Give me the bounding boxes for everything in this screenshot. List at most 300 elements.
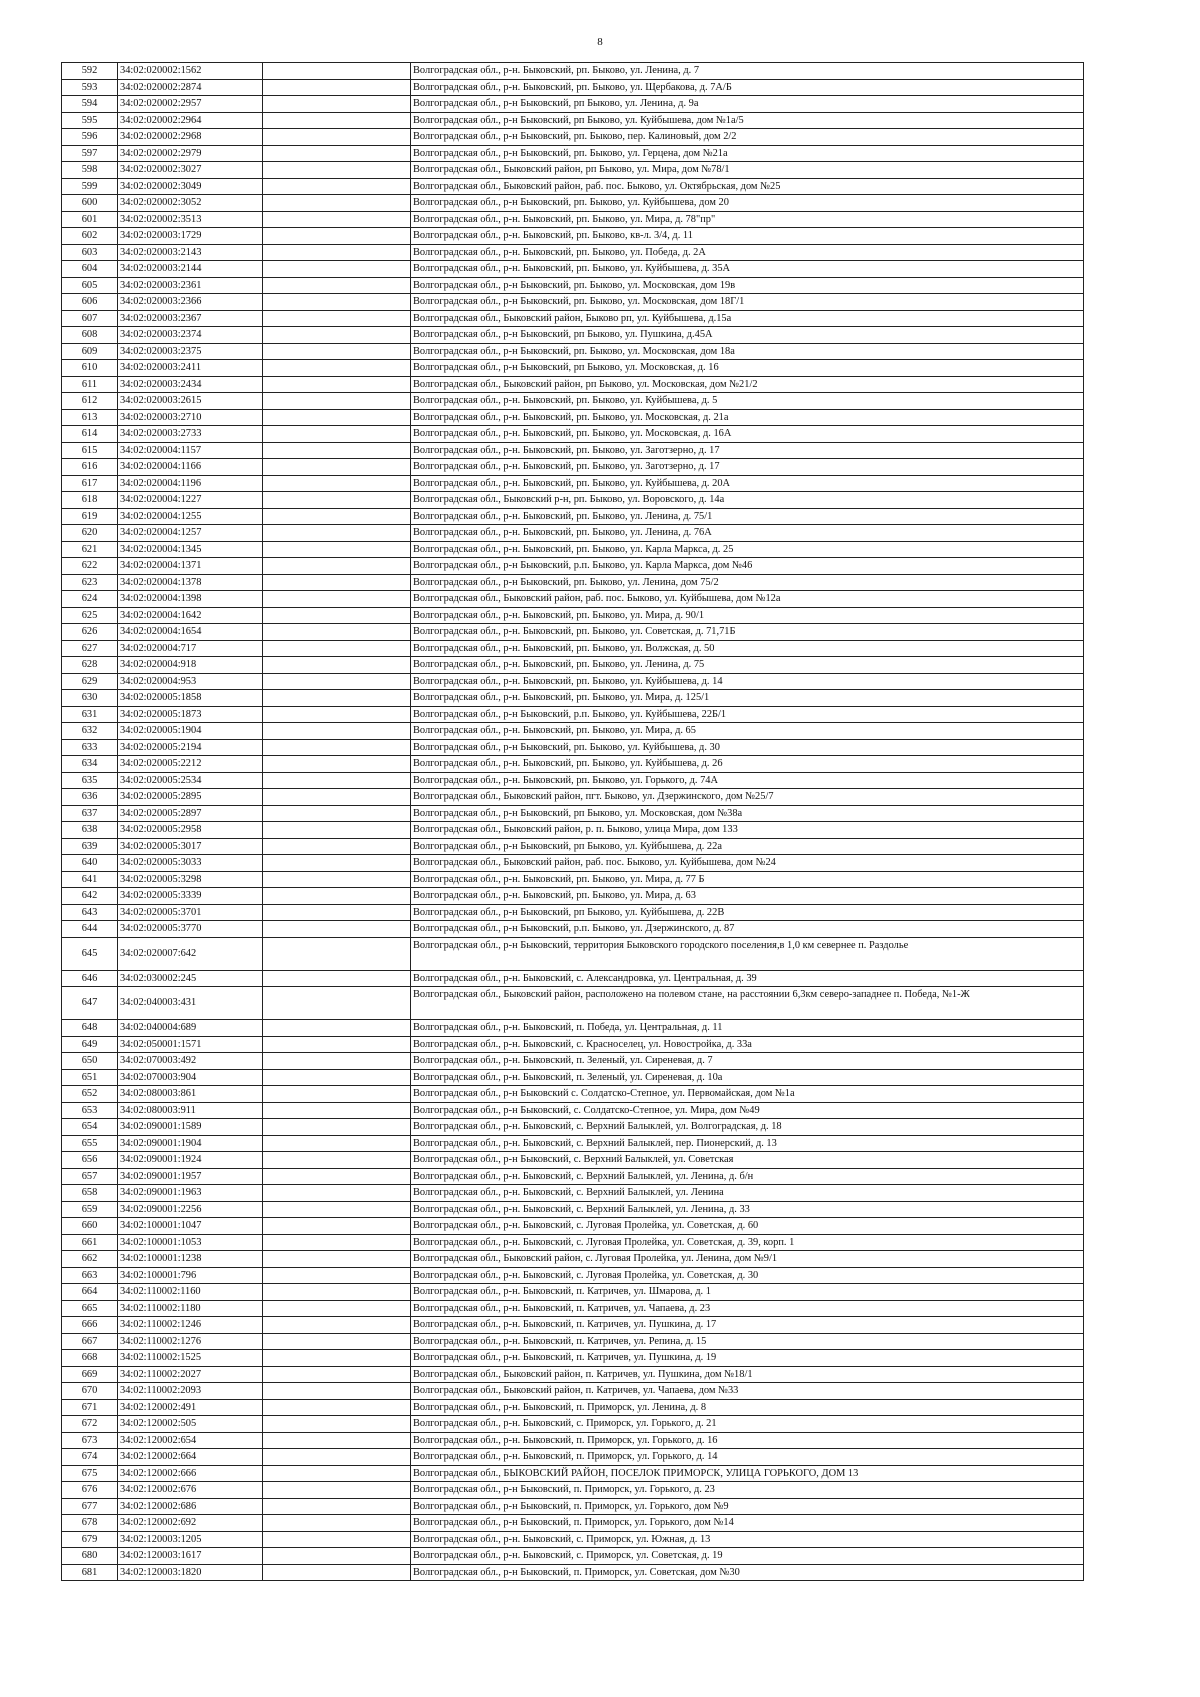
address-cell: Волгоградская обл., р-н. Быковский, рп. Быково, ул. Советская, д. 71,71Б [411, 624, 1084, 641]
cadastral-number-cell: 34:02:070003:492 [118, 1053, 263, 1070]
address-cell: Волгоградская обл., р-н. Быковский, рп. Быково, ул. Карла Маркса, д. 25 [411, 541, 1084, 558]
row-number-cell: 631 [62, 706, 118, 723]
table-row [62, 409, 1084, 426]
table-row [62, 1036, 1084, 1053]
empty-cell [263, 1135, 411, 1152]
table-row [62, 1267, 1084, 1284]
empty-cell [263, 1317, 411, 1334]
address-cell: Волгоградская обл., р-н Быковский, п. Приморск, ул. Горького, дом №14 [411, 1515, 1084, 1532]
row-number-cell: 621 [62, 541, 118, 558]
empty-cell [263, 1564, 411, 1581]
address-cell: Волгоградская обл., р-н. Быковский, рп. Быково, ул. Ленина, д. 75/1 [411, 508, 1084, 525]
address-cell: Волгоградская обл., р-н Быковский, рп Быково, ул. Пушкина, д.45А [411, 327, 1084, 344]
table-row [62, 1564, 1084, 1581]
cadastral-number-cell: 34:02:070003:904 [118, 1069, 263, 1086]
table-row [62, 987, 1084, 1020]
address-cell: Волгоградская обл., р-н Быковский, п. Приморск, ул. Горького, д. 23 [411, 1482, 1084, 1499]
address-cell: Волгоградская обл., р-н. Быковский, с. Луговая Пролейка, ул. Советская, д. 30 [411, 1267, 1084, 1284]
row-number-cell: 612 [62, 393, 118, 410]
cadastral-number-cell: 34:02:020005:3033 [118, 855, 263, 872]
table-row [62, 1548, 1084, 1565]
address-cell: Волгоградская обл., Быковский район, рп Быково, ул. Мира, дом №78/1 [411, 162, 1084, 179]
row-number-cell: 661 [62, 1234, 118, 1251]
address-cell: Волгоградская обл., р-н Быковский, рп. Быково, ул. Московская, дом 18а [411, 343, 1084, 360]
table-row [62, 673, 1084, 690]
cadastral-number-cell: 34:02:020003:2434 [118, 376, 263, 393]
table-row [62, 244, 1084, 261]
table-row [62, 723, 1084, 740]
row-number-cell: 603 [62, 244, 118, 261]
row-number-cell: 679 [62, 1531, 118, 1548]
cadastral-number-cell: 34:02:020003:2143 [118, 244, 263, 261]
cadastral-number-cell: 34:02:020003:2733 [118, 426, 263, 443]
row-number-cell: 600 [62, 195, 118, 212]
empty-cell [263, 855, 411, 872]
empty-cell [263, 63, 411, 80]
row-number-cell: 637 [62, 805, 118, 822]
empty-cell [263, 459, 411, 476]
cadastral-number-cell: 34:02:020003:2710 [118, 409, 263, 426]
empty-cell [263, 1300, 411, 1317]
cadastral-number-cell: 34:02:020004:1371 [118, 558, 263, 575]
empty-cell [263, 1102, 411, 1119]
cadastral-number-cell: 34:02:120002:491 [118, 1399, 263, 1416]
cadastral-number-cell: 34:02:020004:1654 [118, 624, 263, 641]
empty-cell [263, 1548, 411, 1565]
address-cell: Волгоградская обл., р-н Быковский, рп Быково, ул. Куйбышева, д. 22а [411, 838, 1084, 855]
row-number-cell: 604 [62, 261, 118, 278]
table-row [62, 1086, 1084, 1103]
row-number-cell: 660 [62, 1218, 118, 1235]
cadastral-number-cell: 34:02:120002:666 [118, 1465, 263, 1482]
table-row [62, 129, 1084, 146]
address-cell: Волгоградская обл., р-н Быковский, рп. Быково, ул. Московская, дом 19в [411, 277, 1084, 294]
table-row [62, 574, 1084, 591]
row-number-cell: 670 [62, 1383, 118, 1400]
cadastral-number-cell: 34:02:020003:2374 [118, 327, 263, 344]
address-cell: Волгоградская обл., р-н Быковский, с. Верхний Балыклей, ул. Советская [411, 1152, 1084, 1169]
address-cell: Волгоградская обл., р-н. Быковский, с. Верхний Балыклей, пер. Пионерский, д. 13 [411, 1135, 1084, 1152]
row-number-cell: 610 [62, 360, 118, 377]
cadastral-number-cell: 34:02:020005:3770 [118, 921, 263, 938]
row-number-cell: 611 [62, 376, 118, 393]
empty-cell [263, 607, 411, 624]
table-row [62, 1515, 1084, 1532]
empty-cell [263, 1432, 411, 1449]
row-number-cell: 617 [62, 475, 118, 492]
address-cell: Волгоградская обл., р-н. Быковский, рп. Быково, ул. Заготзерно, д. 17 [411, 459, 1084, 476]
empty-cell [263, 673, 411, 690]
empty-cell [263, 294, 411, 311]
cadastral-number-cell: 34:02:120002:505 [118, 1416, 263, 1433]
table-row [62, 211, 1084, 228]
row-number-cell: 634 [62, 756, 118, 773]
empty-cell [263, 1152, 411, 1169]
address-cell: Волгоградская обл., р-н. Быковский, рп. Быково, ул. Заготзерно, д. 17 [411, 442, 1084, 459]
cadastral-number-cell: 34:02:020002:3513 [118, 211, 263, 228]
row-number-cell: 649 [62, 1036, 118, 1053]
address-cell: Волгоградская обл., р-н. Быковский, п. Катричев, ул. Репина, д. 15 [411, 1333, 1084, 1350]
row-number-cell: 609 [62, 343, 118, 360]
cadastral-number-cell: 34:02:020007:642 [118, 937, 263, 970]
empty-cell [263, 277, 411, 294]
address-cell: Волгоградская обл., р-н. Быковский, рп. Быково, ул. Ленина, д. 75 [411, 657, 1084, 674]
address-cell: Волгоградская обл., р-н. Быковский, рп. Быково, ул. Мира, д. 77 Б [411, 871, 1084, 888]
empty-cell [263, 805, 411, 822]
address-cell: Волгоградская обл., р-н. Быковский, рп. Быково, ул. Московская, д. 21а [411, 409, 1084, 426]
address-cell: Волгоградская обл., р-н. Быковский, п. Зеленый, ул. Сиреневая, д. 7 [411, 1053, 1084, 1070]
address-cell: Волгоградская обл., р-н. Быковский, рп. Быково, ул. Куйбышева, д. 5 [411, 393, 1084, 410]
row-number-cell: 624 [62, 591, 118, 608]
table-row [62, 1234, 1084, 1251]
table-row [62, 426, 1084, 443]
empty-cell [263, 1053, 411, 1070]
empty-cell [263, 1383, 411, 1400]
address-cell: Волгоградская обл., р-н. Быковский, рп. Быково, ул. Волжская, д. 50 [411, 640, 1084, 657]
cadastral-number-cell: 34:02:040004:689 [118, 1020, 263, 1037]
empty-cell [263, 921, 411, 938]
table-row [62, 277, 1084, 294]
cadastral-number-cell: 34:02:020005:1904 [118, 723, 263, 740]
table-row [62, 1020, 1084, 1037]
cadastral-number-cell: 34:02:020004:1227 [118, 492, 263, 509]
address-cell: Волгоградская обл., р-н. Быковский, с. Приморск, ул. Горького, д. 21 [411, 1416, 1084, 1433]
empty-cell [263, 426, 411, 443]
empty-cell [263, 79, 411, 96]
address-cell: Волгоградская обл., р-н Быковский, рп. Быково, ул. Куйбышева, д. 30 [411, 739, 1084, 756]
empty-cell [263, 1201, 411, 1218]
address-cell: Волгоградская обл., р-н. Быковский, рп. Быково, ул. Горького, д. 74А [411, 772, 1084, 789]
address-cell: Волгоградская обл., р-н. Быковский, п. Катричев, ул. Чапаева, д. 23 [411, 1300, 1084, 1317]
empty-cell [263, 574, 411, 591]
row-number-cell: 615 [62, 442, 118, 459]
cadastral-number-cell: 34:02:020003:1729 [118, 228, 263, 245]
empty-cell [263, 1086, 411, 1103]
row-number-cell: 639 [62, 838, 118, 855]
table-row [62, 1218, 1084, 1235]
empty-cell [263, 937, 411, 970]
cadastral-number-cell: 34:02:120002:654 [118, 1432, 263, 1449]
address-cell: Волгоградская обл., р-н. Быковский, с. Верхний Балыклей, ул. Ленина, д. 33 [411, 1201, 1084, 1218]
empty-cell [263, 706, 411, 723]
address-cell: Волгоградская обл., р-н Быковский, р.п. Быково, ул. Карла Маркса, дом №46 [411, 558, 1084, 575]
table-row [62, 904, 1084, 921]
row-number-cell: 625 [62, 607, 118, 624]
table-row [62, 640, 1084, 657]
cadastral-number-cell: 34:02:020003:2615 [118, 393, 263, 410]
address-cell: Волгоградская обл., р-н. Быковский, рп. Быково, ул. Щербакова, д. 7А/Б [411, 79, 1084, 96]
cadastral-number-cell: 34:02:120002:692 [118, 1515, 263, 1532]
table-row [62, 112, 1084, 129]
cadastral-number-cell: 34:02:110002:1276 [118, 1333, 263, 1350]
table-row [62, 1416, 1084, 1433]
address-cell: Волгоградская обл., Быковский район, п. Катричев, ул. Пушкина, дом №18/1 [411, 1366, 1084, 1383]
table-row [62, 343, 1084, 360]
cadastral-number-cell: 34:02:020003:2411 [118, 360, 263, 377]
row-number-cell: 659 [62, 1201, 118, 1218]
cadastral-number-cell: 34:02:020003:2361 [118, 277, 263, 294]
address-cell: Волгоградская обл., Быковский район, раб. пос. Быково, ул. Куйбышева, дом №12а [411, 591, 1084, 608]
row-number-cell: 673 [62, 1432, 118, 1449]
table-row [62, 937, 1084, 970]
address-cell: Волгоградская обл., БЫКОВСКИЙ РАЙОН, ПОСЕЛОК ПРИМОРСК, УЛИЦА ГОРЬКОГО, ДОМ 13 [411, 1465, 1084, 1482]
empty-cell [263, 1267, 411, 1284]
address-cell: Волгоградская обл., р-н Быковский, рп Быково, ул. Куйбышева, дом №1а/5 [411, 112, 1084, 129]
address-cell: Волгоградская обл., р-н Быковский, рп Быково, ул. Куйбышева, д. 22В [411, 904, 1084, 921]
empty-cell [263, 657, 411, 674]
row-number-cell: 599 [62, 178, 118, 195]
cadastral-number-cell: 34:02:020002:2964 [118, 112, 263, 129]
cadastral-number-cell: 34:02:020005:2534 [118, 772, 263, 789]
cadastral-number-cell: 34:02:100001:1047 [118, 1218, 263, 1235]
cadastral-number-cell: 34:02:020002:3052 [118, 195, 263, 212]
empty-cell [263, 1234, 411, 1251]
table-row [62, 607, 1084, 624]
address-cell: Волгоградская обл., Быковский район, пгт. Быково, ул. Дзержинского, дом №25/7 [411, 789, 1084, 806]
row-number-cell: 644 [62, 921, 118, 938]
table-row [62, 310, 1084, 327]
cadastral-number-cell: 34:02:020004:1378 [118, 574, 263, 591]
address-cell: Волгоградская обл., Быковский район, раб. пос. Быково, ул. Октябрьская, дом №25 [411, 178, 1084, 195]
table-row [62, 261, 1084, 278]
row-number-cell: 648 [62, 1020, 118, 1037]
table-row [62, 327, 1084, 344]
cadastral-number-cell: 34:02:020005:1858 [118, 690, 263, 707]
cadastral-number-cell: 34:02:020002:3049 [118, 178, 263, 195]
cadastral-number-cell: 34:02:110002:2093 [118, 1383, 263, 1400]
cadastral-number-cell: 34:02:020002:3027 [118, 162, 263, 179]
address-cell: Волгоградская обл., р-н. Быковский, с. Верхний Балыклей, ул. Ленина [411, 1185, 1084, 1202]
empty-cell [263, 1251, 411, 1268]
cadastral-number-cell: 34:02:020004:1166 [118, 459, 263, 476]
empty-cell [263, 1185, 411, 1202]
address-cell: Волгоградская обл., р-н Быковский, р.п. Быково, ул. Дзержинского, д. 87 [411, 921, 1084, 938]
row-number-cell: 605 [62, 277, 118, 294]
row-number-cell: 642 [62, 888, 118, 905]
row-number-cell: 628 [62, 657, 118, 674]
row-number-cell: 671 [62, 1399, 118, 1416]
table-row [62, 1399, 1084, 1416]
empty-cell [263, 1498, 411, 1515]
cadastral-number-cell: 34:02:090001:1963 [118, 1185, 263, 1202]
address-cell: Волгоградская обл., р-н. Быковский, рп. Быково, ул. Мира, д. 65 [411, 723, 1084, 740]
address-cell: Волгоградская обл., Быковский район, с. Луговая Пролейка, ул. Ленина, дом №9/1 [411, 1251, 1084, 1268]
empty-cell [263, 1036, 411, 1053]
empty-cell [263, 838, 411, 855]
empty-cell [263, 1366, 411, 1383]
empty-cell [263, 871, 411, 888]
cadastral-number-cell: 34:02:120003:1820 [118, 1564, 263, 1581]
table-row [62, 1482, 1084, 1499]
address-cell: Волгоградская обл., р-н. Быковский, с. Луговая Пролейка, ул. Советская, д. 39, корп. 1 [411, 1234, 1084, 1251]
empty-cell [263, 970, 411, 987]
address-cell: Волгоградская обл., р-н. Быковский, с. Приморск, ул. Советская, д. 19 [411, 1548, 1084, 1565]
cadastral-number-cell: 34:02:020004:1255 [118, 508, 263, 525]
empty-cell [263, 145, 411, 162]
address-cell: Волгоградская обл., р-н. Быковский, с. Верхний Балыклей, ул. Ленина, д. б/н [411, 1168, 1084, 1185]
empty-cell [263, 1531, 411, 1548]
empty-cell [263, 1218, 411, 1235]
cadastral-number-cell: 34:02:020004:918 [118, 657, 263, 674]
row-number-cell: 668 [62, 1350, 118, 1367]
cadastral-number-cell: 34:02:090001:1904 [118, 1135, 263, 1152]
table-row [62, 508, 1084, 525]
empty-cell [263, 541, 411, 558]
cadastral-number-cell: 34:02:020003:2367 [118, 310, 263, 327]
table-row [62, 591, 1084, 608]
address-cell: Волгоградская обл., р-н Быковский, рп. Быково, ул. Герцена, дом №21а [411, 145, 1084, 162]
row-number-cell: 636 [62, 789, 118, 806]
address-cell: Волгоградская обл., р-н. Быковский, рп. Быково, ул. Мира, д. 78"пр" [411, 211, 1084, 228]
row-number-cell: 665 [62, 1300, 118, 1317]
address-cell: Волгоградская обл., р-н. Быковский, рп. Быково, ул. Мира, д. 90/1 [411, 607, 1084, 624]
empty-cell [263, 723, 411, 740]
address-cell: Волгоградская обл., р-н. Быковский, рп. Быково, ул. Московская, д. 16А [411, 426, 1084, 443]
row-number-cell: 676 [62, 1482, 118, 1499]
cadastral-number-cell: 34:02:020002:2874 [118, 79, 263, 96]
address-cell: Волгоградская обл., р-н Быковский, с. Солдатско-Степное, ул. Мира, дом №49 [411, 1102, 1084, 1119]
row-number-cell: 602 [62, 228, 118, 245]
cadastral-number-cell: 34:02:120003:1205 [118, 1531, 263, 1548]
empty-cell [263, 1168, 411, 1185]
row-number-cell: 618 [62, 492, 118, 509]
table-row [62, 1465, 1084, 1482]
table-row [62, 1350, 1084, 1367]
empty-cell [263, 343, 411, 360]
empty-cell [263, 492, 411, 509]
row-number-cell: 674 [62, 1449, 118, 1466]
empty-cell [263, 1020, 411, 1037]
table-row [62, 1333, 1084, 1350]
table-row [62, 1432, 1084, 1449]
row-number-cell: 626 [62, 624, 118, 641]
cadastral-number-cell: 34:02:020003:2375 [118, 343, 263, 360]
cadastral-number-cell: 34:02:020004:953 [118, 673, 263, 690]
address-cell: Волгоградская обл., Быковский район, р. п. Быково, улица Мира, дом 133 [411, 822, 1084, 839]
empty-cell [263, 987, 411, 1020]
address-cell: Волгоградская обл., р-н. Быковский, рп. Быково, ул. Куйбышева, д. 26 [411, 756, 1084, 773]
table-row [62, 475, 1084, 492]
row-number-cell: 655 [62, 1135, 118, 1152]
empty-cell [263, 690, 411, 707]
empty-cell [263, 739, 411, 756]
row-number-cell: 607 [62, 310, 118, 327]
table-row [62, 657, 1084, 674]
row-number-cell: 650 [62, 1053, 118, 1070]
row-number-cell: 643 [62, 904, 118, 921]
cadastral-number-cell: 34:02:020004:1257 [118, 525, 263, 542]
address-cell: Волгоградская обл., р-н. Быковский, рп. Быково, ул. Куйбышева, д. 35А [411, 261, 1084, 278]
cadastral-number-cell: 34:02:020005:3298 [118, 871, 263, 888]
cadastral-number-cell: 34:02:020005:3017 [118, 838, 263, 855]
empty-cell [263, 178, 411, 195]
table-row [62, 805, 1084, 822]
table-row [62, 838, 1084, 855]
row-number-cell: 606 [62, 294, 118, 311]
empty-cell [263, 129, 411, 146]
cadastral-number-cell: 34:02:090001:1589 [118, 1119, 263, 1136]
table-row [62, 855, 1084, 872]
table-row [62, 558, 1084, 575]
table-row [62, 162, 1084, 179]
empty-cell [263, 888, 411, 905]
row-number-cell: 675 [62, 1465, 118, 1482]
table-row [62, 145, 1084, 162]
address-cell: Волгоградская обл., р-н Быковский, рп. Быково, ул. Куйбышева, дом 20 [411, 195, 1084, 212]
table-row [62, 1449, 1084, 1466]
empty-cell [263, 393, 411, 410]
cadastral-number-cell: 34:02:120002:686 [118, 1498, 263, 1515]
address-cell: Волгоградская обл., р-н Быковский, рп. Быково, пер. Калиновый, дом 2/2 [411, 129, 1084, 146]
cadastral-number-cell: 34:02:020002:2979 [118, 145, 263, 162]
row-number-cell: 680 [62, 1548, 118, 1565]
table-row [62, 624, 1084, 641]
cadastral-number-cell: 34:02:080003:861 [118, 1086, 263, 1103]
address-cell: Волгоградская обл., р-н. Быковский, с. Александровка, ул. Центральная, д. 39 [411, 970, 1084, 987]
empty-cell [263, 822, 411, 839]
empty-cell [263, 1333, 411, 1350]
page-number: 8 [597, 36, 603, 48]
address-cell: Волгоградская обл., р-н. Быковский, рп. Быково, ул. Победа, д. 2А [411, 244, 1084, 261]
empty-cell [263, 1399, 411, 1416]
empty-cell [263, 789, 411, 806]
table-row [62, 195, 1084, 212]
table-row [62, 541, 1084, 558]
row-number-cell: 596 [62, 129, 118, 146]
row-number-cell: 651 [62, 1069, 118, 1086]
row-number-cell: 627 [62, 640, 118, 657]
address-cell: Волгоградская обл., р-н. Быковский, п. Приморск, ул. Горького, д. 14 [411, 1449, 1084, 1466]
cadastral-number-cell: 34:02:120002:664 [118, 1449, 263, 1466]
table-row [62, 1102, 1084, 1119]
table-row [62, 1251, 1084, 1268]
table-row [62, 294, 1084, 311]
empty-cell [263, 1284, 411, 1301]
table-row [62, 96, 1084, 113]
address-cell: Волгоградская обл., р-н. Быковский, рп. Быково, ул. Куйбышева, д. 20А [411, 475, 1084, 492]
empty-cell [263, 1465, 411, 1482]
empty-cell [263, 475, 411, 492]
row-number-cell: 667 [62, 1333, 118, 1350]
cadastral-number-cell: 34:02:020005:2958 [118, 822, 263, 839]
row-number-cell: 629 [62, 673, 118, 690]
table-row [62, 921, 1084, 938]
row-number-cell: 630 [62, 690, 118, 707]
address-cell: Волгоградская обл., р-н Быковский, рп. Быково, ул. Московская, дом 18Г/1 [411, 294, 1084, 311]
address-cell: Волгоградская обл., р-н. Быковский, п. Катричев, ул. Пушкина, д. 19 [411, 1350, 1084, 1367]
empty-cell [263, 1069, 411, 1086]
table-row [62, 63, 1084, 80]
empty-cell [263, 558, 411, 575]
cadastral-number-cell: 34:02:120002:676 [118, 1482, 263, 1499]
row-number-cell: 616 [62, 459, 118, 476]
table-row [62, 1498, 1084, 1515]
address-cell: Волгоградская обл., р-н. Быковский, рп. Быково, ул. Ленина, д. 76А [411, 525, 1084, 542]
empty-cell [263, 442, 411, 459]
row-number-cell: 663 [62, 1267, 118, 1284]
cadastral-number-cell: 34:02:020004:1196 [118, 475, 263, 492]
row-number-cell: 592 [62, 63, 118, 80]
address-cell: Волгоградская обл., р-н Быковский, территория Быковского городского поселения,в 1,0 км севернее п. Раздолье [411, 937, 1084, 970]
cadastral-number-cell: 34:02:020005:3339 [118, 888, 263, 905]
address-cell: Волгоградская обл., р-н. Быковский, с. Приморск, ул. Южная, д. 13 [411, 1531, 1084, 1548]
cadastral-number-cell: 34:02:040003:431 [118, 987, 263, 1020]
address-cell: Волгоградская обл., р-н Быковский, рп Быково, ул. Московская, дом №38а [411, 805, 1084, 822]
table-row [62, 393, 1084, 410]
empty-cell [263, 756, 411, 773]
empty-cell [263, 1449, 411, 1466]
empty-cell [263, 162, 411, 179]
